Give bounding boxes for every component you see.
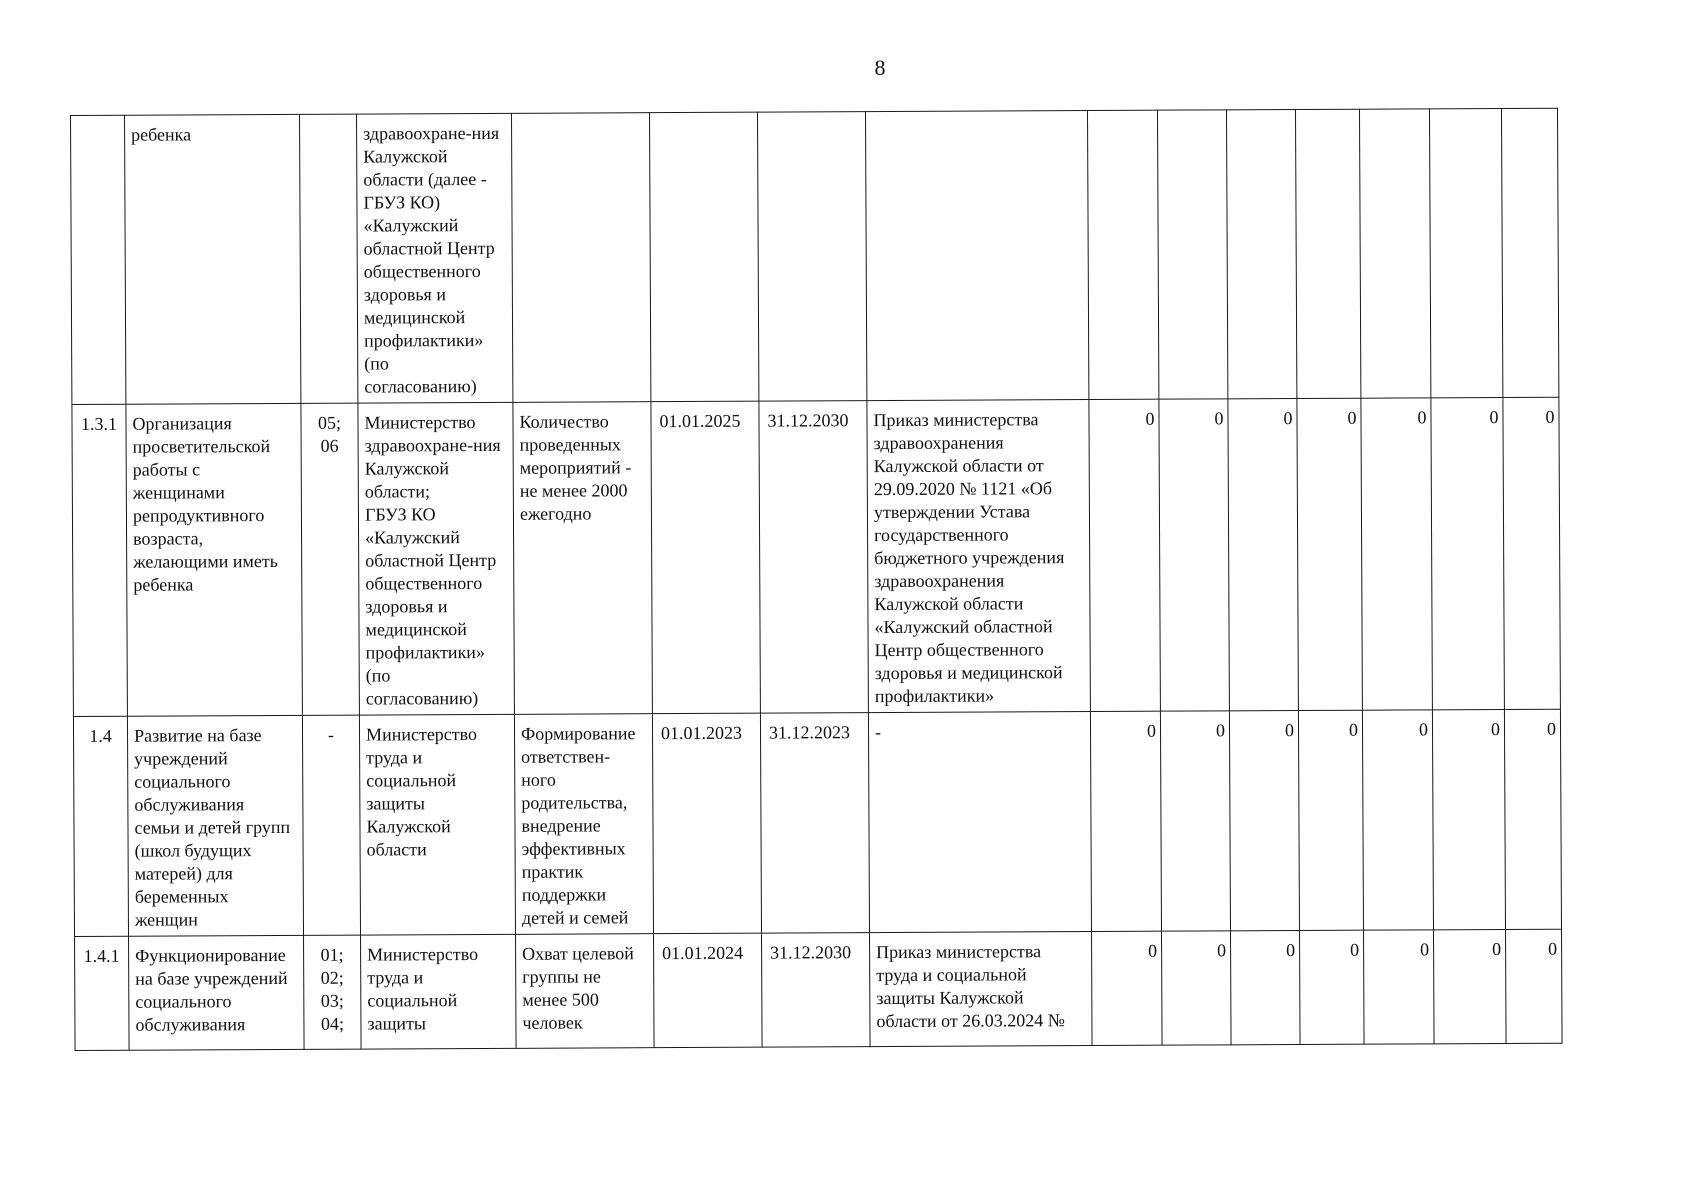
value-cell: 0 [1300, 930, 1365, 1044]
value-cell [1295, 109, 1360, 398]
value-cell: 0 [1433, 929, 1506, 1043]
value-cell: 0 [1504, 709, 1561, 929]
start-date-cell: 01.01.2023 [652, 713, 761, 934]
end-date-cell [757, 112, 866, 402]
activity-name-cell: Функционирование на базе учреждений социального обслуживания [129, 935, 305, 1050]
table-row [71, 108, 1559, 404]
document-cell: Приказ министерства труда и социальной защиты Калужской области от 26.03.2024 № [870, 932, 1093, 1047]
value-cell: 0 [1160, 711, 1230, 931]
codes-cell: - [302, 715, 360, 935]
start-date-cell [649, 112, 758, 402]
end-date-cell: 31.12.2030 [762, 933, 871, 1048]
start-date-cell: 01.01.2024 [654, 933, 763, 1048]
executor-cell: Министерство труда и социальной защиты Калужской области [359, 714, 515, 935]
result-cell: Количество проведенных мероприятий - не менее 2000 ежегодно [513, 402, 653, 715]
value-cell [1087, 110, 1158, 399]
activity-name-cell: Развитие на базе учреждений социального обслуживания семьи и детей групп (школ будущих матерей) для беременных женщин [127, 715, 303, 936]
table-row [72, 397, 1561, 716]
value-cell: 0 [1092, 931, 1163, 1045]
activity-name-cell: Организация просветительской работы с женщинами репродуктивного возраста, желающими иметь ребенка [126, 403, 303, 716]
value-cell [1429, 109, 1502, 398]
value-cell: 0 [1297, 398, 1363, 710]
row-number-cell [71, 115, 126, 404]
value-cell [1359, 109, 1430, 398]
value-cell [1226, 110, 1296, 399]
value-cell: 0 [1363, 930, 1434, 1044]
value-cell: 0 [1362, 710, 1433, 930]
row-number-cell: 1.4 [73, 716, 128, 936]
value-cell: 0 [1162, 931, 1232, 1045]
row-number-cell: 1.3.1 [72, 404, 128, 716]
executor-cell: Министерство здравоохране-ния Калужской области; ГБУЗ КО «Калужский областной Центр общественного здоровья и медицинской профилактики» (по согласованию) [358, 402, 515, 715]
end-date-cell: 31.12.2030 [759, 401, 869, 714]
document-cell [865, 111, 1088, 401]
value-cell: 0 [1432, 709, 1505, 929]
value-cell: 0 [1089, 399, 1161, 711]
end-date-cell: 31.12.2023 [760, 713, 869, 934]
executor-cell: Министерство труда и социальной защиты [361, 934, 517, 1049]
value-cell: 0 [1090, 711, 1161, 931]
value-cell: 0 [1503, 397, 1561, 709]
value-cell: 0 [1231, 931, 1301, 1045]
result-cell: Охват целевой группы не менее 500 человек [516, 934, 655, 1049]
activities-table [70, 108, 1563, 1051]
value-cell: 0 [1228, 399, 1299, 711]
value-cell: 0 [1361, 398, 1433, 710]
value-cell [1501, 108, 1558, 397]
row-number-cell: 1.4.1 [75, 936, 130, 1050]
value-cell: 0 [1431, 398, 1505, 710]
result-cell [511, 113, 650, 403]
value-cell: 0 [1298, 710, 1363, 930]
codes-cell: 05; 06 [301, 403, 360, 715]
codes-cell: 01; 02; 03; 04; [304, 935, 362, 1049]
table-row [75, 929, 1563, 1050]
value-cell: 0 [1505, 929, 1562, 1043]
start-date-cell: 01.01.2025 [651, 401, 761, 714]
document-cell: Приказ министерства здравоохранения Калужской области от 29.09.2020 № 1121 «Об утверждении Устава государственного бюджетного учреждения здравоохранения Калужской области «Калужский областной Центр общественного здоровья и медицинской профилактики» [867, 400, 1091, 713]
result-cell: Формирование ответствен- ного родительства, внедрение эффективных практик поддержки детей и семей [514, 714, 653, 935]
value-cell [1157, 110, 1227, 399]
document-cell: - [868, 712, 1091, 933]
page-number: 8 [874, 55, 886, 80]
activity-name-cell: ребенка [125, 114, 301, 404]
value-cell: 0 [1229, 711, 1299, 931]
value-cell: 0 [1159, 399, 1230, 711]
table-row [73, 709, 1561, 936]
codes-cell [299, 114, 357, 403]
executor-cell: здравоохране-ния Калужской области (далее - ГБУЗ КО) «Калужский областной Центр общественного здоровья и медицинской профилактики» (по согласованию) [356, 113, 512, 403]
